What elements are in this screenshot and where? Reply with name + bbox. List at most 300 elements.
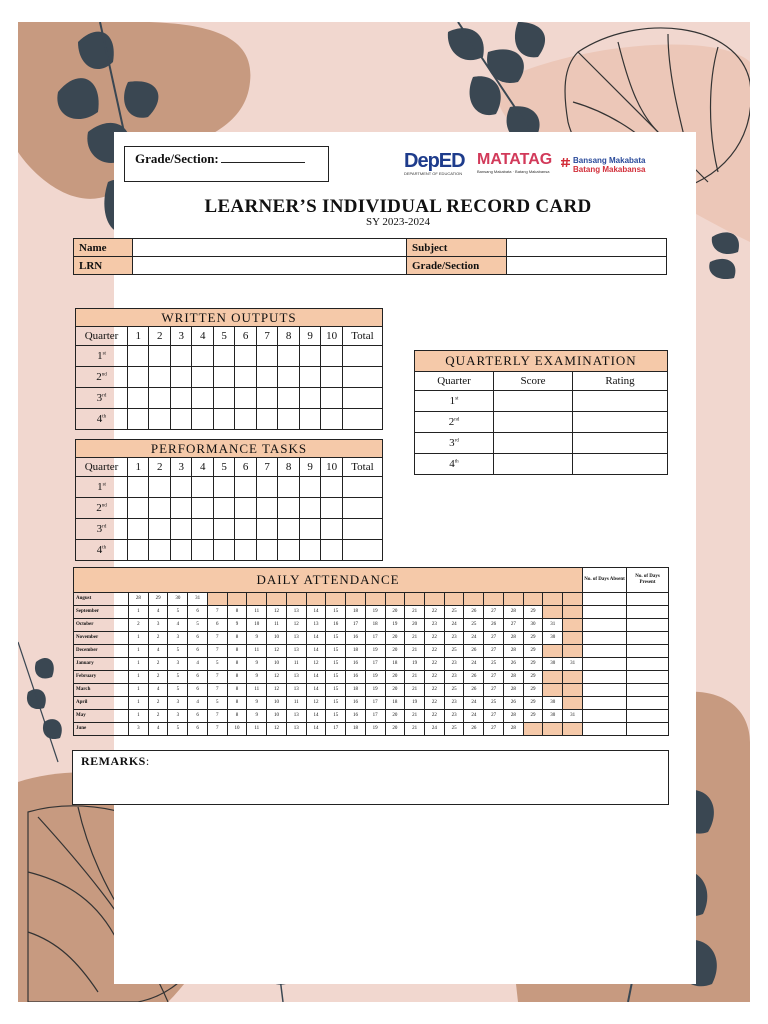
day-cell[interactable]: 19 [365, 671, 385, 684]
score-cell[interactable] [235, 519, 256, 540]
day-cell[interactable]: 2 [129, 619, 149, 632]
day-cell[interactable]: 17 [365, 710, 385, 723]
day-cell[interactable]: 27 [484, 710, 504, 723]
day-cell[interactable]: 23 [444, 671, 464, 684]
score-cell[interactable] [278, 346, 299, 367]
day-cell[interactable]: 9 [247, 632, 267, 645]
score-cell[interactable] [235, 498, 256, 519]
score-cell[interactable] [299, 409, 320, 430]
days-absent-cell[interactable] [583, 671, 627, 684]
days-absent-cell[interactable] [583, 684, 627, 697]
score-cell[interactable] [170, 346, 191, 367]
score-cell[interactable] [278, 498, 299, 519]
day-cell[interactable]: 12 [286, 619, 306, 632]
score-cell[interactable] [149, 409, 170, 430]
day-cell[interactable]: 8 [227, 671, 247, 684]
day-cell[interactable]: 8 [227, 632, 247, 645]
days-present-cell[interactable] [627, 606, 669, 619]
score-cell[interactable] [299, 367, 320, 388]
day-cell[interactable]: 20 [385, 723, 405, 736]
score-cell[interactable] [342, 498, 382, 519]
day-cell[interactable]: 2 [148, 710, 168, 723]
subject-field[interactable] [507, 239, 667, 257]
day-cell[interactable]: 27 [484, 632, 504, 645]
day-cell[interactable]: 11 [247, 606, 267, 619]
day-cell[interactable]: 22 [425, 697, 445, 710]
day-cell[interactable]: 13 [286, 671, 306, 684]
score-cell[interactable] [235, 409, 256, 430]
day-cell[interactable]: 14 [306, 632, 326, 645]
day-cell[interactable]: 8 [227, 606, 247, 619]
day-cell[interactable]: 14 [306, 723, 326, 736]
day-cell[interactable]: 2 [148, 658, 168, 671]
days-present-cell[interactable] [627, 671, 669, 684]
day-cell[interactable]: 4 [188, 658, 208, 671]
day-cell[interactable]: 9 [227, 619, 247, 632]
score-cell[interactable] [192, 540, 213, 561]
day-cell[interactable]: 16 [326, 619, 346, 632]
score-cell[interactable] [321, 346, 343, 367]
day-cell[interactable]: 26 [464, 606, 484, 619]
score-cell[interactable] [321, 367, 343, 388]
day-cell[interactable]: 30 [523, 619, 543, 632]
day-cell[interactable]: 25 [484, 697, 504, 710]
score-cell[interactable] [321, 477, 343, 498]
day-cell[interactable]: 4 [148, 645, 168, 658]
day-cell[interactable]: 21 [405, 710, 425, 723]
day-cell[interactable]: 3 [168, 697, 188, 710]
score-cell[interactable] [213, 498, 234, 519]
day-cell[interactable]: 7 [207, 606, 227, 619]
score-cell[interactable] [235, 388, 256, 409]
score-cell[interactable] [321, 388, 343, 409]
day-cell[interactable]: 5 [207, 697, 227, 710]
day-cell[interactable]: 21 [405, 671, 425, 684]
day-cell[interactable]: 17 [346, 619, 366, 632]
day-cell[interactable]: 11 [247, 723, 267, 736]
day-cell[interactable]: 10 [267, 697, 287, 710]
day-cell[interactable]: 29 [523, 684, 543, 697]
day-cell[interactable]: 15 [326, 632, 346, 645]
day-cell[interactable]: 31 [188, 593, 208, 606]
day-cell[interactable]: 25 [444, 723, 464, 736]
day-cell[interactable]: 15 [326, 710, 346, 723]
score-cell[interactable] [342, 388, 382, 409]
day-cell[interactable]: 12 [267, 671, 287, 684]
day-cell[interactable]: 29 [523, 671, 543, 684]
day-cell[interactable]: 26 [503, 658, 523, 671]
day-cell[interactable]: 13 [286, 684, 306, 697]
days-present-cell[interactable] [627, 658, 669, 671]
score-cell[interactable] [192, 409, 213, 430]
day-cell[interactable]: 20 [385, 710, 405, 723]
day-cell[interactable]: 27 [503, 619, 523, 632]
score-cell[interactable] [278, 477, 299, 498]
score-cell[interactable] [192, 519, 213, 540]
score-cell[interactable] [170, 519, 191, 540]
day-cell[interactable]: 18 [385, 697, 405, 710]
day-cell[interactable]: 20 [385, 632, 405, 645]
score-cell[interactable] [192, 367, 213, 388]
days-absent-cell[interactable] [583, 606, 627, 619]
day-cell[interactable]: 12 [267, 723, 287, 736]
day-cell[interactable]: 22 [425, 671, 445, 684]
day-cell[interactable]: 3 [168, 710, 188, 723]
day-cell[interactable]: 19 [365, 606, 385, 619]
day-cell[interactable]: 22 [425, 632, 445, 645]
score-cell[interactable] [278, 367, 299, 388]
day-cell[interactable]: 28 [503, 723, 523, 736]
score-cell[interactable] [299, 388, 320, 409]
score-cell[interactable] [256, 388, 277, 409]
day-cell[interactable]: 15 [326, 697, 346, 710]
day-cell[interactable]: 8 [227, 697, 247, 710]
days-present-cell[interactable] [627, 697, 669, 710]
day-cell[interactable]: 23 [425, 619, 445, 632]
score-cell[interactable] [128, 498, 149, 519]
day-cell[interactable]: 10 [227, 723, 247, 736]
day-cell[interactable]: 11 [247, 645, 267, 658]
day-cell[interactable]: 3 [168, 658, 188, 671]
days-absent-cell[interactable] [583, 632, 627, 645]
day-cell[interactable]: 3 [129, 723, 149, 736]
day-cell[interactable]: 31 [563, 658, 583, 671]
day-cell[interactable]: 25 [444, 645, 464, 658]
day-cell[interactable]: 29 [523, 697, 543, 710]
day-cell[interactable]: 16 [346, 671, 366, 684]
day-cell[interactable]: 12 [267, 606, 287, 619]
day-cell[interactable]: 13 [286, 606, 306, 619]
score-cell[interactable] [235, 477, 256, 498]
day-cell[interactable]: 13 [286, 723, 306, 736]
day-cell[interactable]: 30 [543, 658, 563, 671]
day-cell[interactable]: 15 [326, 671, 346, 684]
day-cell[interactable]: 19 [365, 723, 385, 736]
score-cell[interactable] [299, 498, 320, 519]
day-cell[interactable]: 4 [148, 606, 168, 619]
day-cell[interactable]: 7 [207, 684, 227, 697]
days-absent-cell[interactable] [583, 658, 627, 671]
day-cell[interactable]: 25 [464, 619, 484, 632]
day-cell[interactable]: 17 [365, 697, 385, 710]
score-cell[interactable] [494, 433, 573, 454]
score-cell[interactable] [321, 519, 343, 540]
day-cell[interactable]: 29 [523, 606, 543, 619]
days-absent-cell[interactable] [583, 697, 627, 710]
day-cell[interactable]: 15 [326, 645, 346, 658]
score-cell[interactable] [213, 346, 234, 367]
day-cell[interactable]: 9 [247, 697, 267, 710]
day-cell[interactable]: 5 [168, 645, 188, 658]
day-cell[interactable]: 23 [444, 632, 464, 645]
day-cell[interactable]: 4 [148, 723, 168, 736]
day-cell[interactable]: 26 [464, 684, 484, 697]
day-cell[interactable]: 20 [385, 671, 405, 684]
day-cell[interactable]: 11 [286, 658, 306, 671]
day-cell[interactable]: 28 [503, 606, 523, 619]
score-cell[interactable] [128, 409, 149, 430]
day-cell[interactable]: 28 [503, 684, 523, 697]
name-field[interactable] [133, 239, 407, 257]
day-cell[interactable]: 4 [188, 697, 208, 710]
day-cell[interactable]: 6 [188, 645, 208, 658]
day-cell[interactable]: 21 [405, 684, 425, 697]
day-cell[interactable]: 30 [543, 632, 563, 645]
day-cell[interactable]: 9 [247, 658, 267, 671]
days-present-cell[interactable] [627, 619, 669, 632]
day-cell[interactable]: 29 [523, 710, 543, 723]
day-cell[interactable]: 6 [188, 710, 208, 723]
day-cell[interactable]: 27 [484, 723, 504, 736]
score-cell[interactable] [149, 540, 170, 561]
score-cell[interactable] [128, 346, 149, 367]
day-cell[interactable]: 15 [326, 606, 346, 619]
day-cell[interactable]: 7 [207, 645, 227, 658]
score-cell[interactable] [128, 477, 149, 498]
day-cell[interactable]: 23 [444, 697, 464, 710]
score-cell[interactable] [235, 540, 256, 561]
day-cell[interactable]: 21 [405, 723, 425, 736]
day-cell[interactable]: 1 [129, 658, 149, 671]
score-cell[interactable] [278, 519, 299, 540]
day-cell[interactable]: 28 [503, 710, 523, 723]
day-cell[interactable]: 26 [464, 723, 484, 736]
day-cell[interactable]: 11 [286, 697, 306, 710]
score-cell[interactable] [342, 540, 382, 561]
day-cell[interactable]: 14 [306, 710, 326, 723]
day-cell[interactable]: 18 [385, 658, 405, 671]
day-cell[interactable]: 5 [207, 658, 227, 671]
day-cell[interactable]: 27 [484, 645, 504, 658]
score-cell[interactable] [192, 388, 213, 409]
score-cell[interactable] [321, 540, 343, 561]
day-cell[interactable]: 28 [503, 671, 523, 684]
day-cell[interactable]: 22 [425, 658, 445, 671]
day-cell[interactable]: 24 [464, 658, 484, 671]
score-cell[interactable] [256, 477, 277, 498]
score-cell[interactable] [256, 346, 277, 367]
days-absent-cell[interactable] [583, 645, 627, 658]
day-cell[interactable]: 10 [267, 632, 287, 645]
day-cell[interactable]: 5 [168, 684, 188, 697]
day-cell[interactable]: 18 [346, 606, 366, 619]
day-cell[interactable]: 23 [444, 658, 464, 671]
day-cell[interactable]: 20 [385, 606, 405, 619]
score-cell[interactable] [213, 540, 234, 561]
score-cell[interactable] [573, 391, 668, 412]
score-cell[interactable] [256, 519, 277, 540]
day-cell[interactable]: 12 [306, 658, 326, 671]
day-cell[interactable]: 5 [168, 671, 188, 684]
day-cell[interactable]: 23 [444, 710, 464, 723]
score-cell[interactable] [170, 388, 191, 409]
day-cell[interactable]: 14 [306, 684, 326, 697]
day-cell[interactable]: 17 [326, 723, 346, 736]
score-cell[interactable] [149, 388, 170, 409]
day-cell[interactable]: 27 [484, 606, 504, 619]
score-cell[interactable] [149, 498, 170, 519]
day-cell[interactable]: 19 [405, 658, 425, 671]
day-cell[interactable]: 13 [286, 632, 306, 645]
day-cell[interactable]: 6 [188, 684, 208, 697]
day-cell[interactable]: 19 [365, 645, 385, 658]
day-cell[interactable]: 4 [148, 684, 168, 697]
day-cell[interactable]: 29 [148, 593, 168, 606]
score-cell[interactable] [494, 391, 573, 412]
day-cell[interactable]: 8 [227, 710, 247, 723]
score-cell[interactable] [192, 346, 213, 367]
score-cell[interactable] [170, 498, 191, 519]
day-cell[interactable]: 5 [168, 723, 188, 736]
score-cell[interactable] [149, 519, 170, 540]
day-cell[interactable]: 28 [129, 593, 149, 606]
day-cell[interactable]: 26 [503, 697, 523, 710]
score-cell[interactable] [128, 519, 149, 540]
day-cell[interactable]: 13 [286, 710, 306, 723]
days-present-cell[interactable] [627, 723, 669, 736]
day-cell[interactable]: 12 [267, 645, 287, 658]
day-cell[interactable]: 10 [247, 619, 267, 632]
day-cell[interactable]: 27 [484, 684, 504, 697]
score-cell[interactable] [299, 540, 320, 561]
score-cell[interactable] [256, 498, 277, 519]
day-cell[interactable]: 1 [129, 606, 149, 619]
day-cell[interactable]: 11 [247, 684, 267, 697]
day-cell[interactable]: 22 [425, 645, 445, 658]
score-cell[interactable] [278, 388, 299, 409]
day-cell[interactable]: 29 [523, 632, 543, 645]
day-cell[interactable]: 5 [168, 606, 188, 619]
day-cell[interactable]: 8 [227, 645, 247, 658]
day-cell[interactable]: 25 [444, 684, 464, 697]
score-cell[interactable] [149, 477, 170, 498]
day-cell[interactable]: 22 [425, 684, 445, 697]
day-cell[interactable]: 12 [306, 697, 326, 710]
score-cell[interactable] [299, 519, 320, 540]
score-cell[interactable] [213, 388, 234, 409]
day-cell[interactable]: 9 [247, 671, 267, 684]
score-cell[interactable] [149, 346, 170, 367]
score-cell[interactable] [342, 409, 382, 430]
day-cell[interactable]: 30 [543, 697, 563, 710]
day-cell[interactable]: 20 [405, 619, 425, 632]
day-cell[interactable]: 20 [385, 684, 405, 697]
day-cell[interactable]: 15 [326, 684, 346, 697]
day-cell[interactable]: 1 [129, 697, 149, 710]
score-cell[interactable] [278, 540, 299, 561]
day-cell[interactable]: 18 [346, 723, 366, 736]
day-cell[interactable]: 1 [129, 671, 149, 684]
score-cell[interactable] [213, 409, 234, 430]
day-cell[interactable]: 4 [168, 619, 188, 632]
day-cell[interactable]: 2 [148, 671, 168, 684]
score-cell[interactable] [299, 477, 320, 498]
score-cell[interactable] [342, 519, 382, 540]
score-cell[interactable] [170, 409, 191, 430]
day-cell[interactable]: 7 [207, 710, 227, 723]
day-cell[interactable]: 19 [385, 619, 405, 632]
days-absent-cell[interactable] [583, 619, 627, 632]
day-cell[interactable]: 25 [484, 658, 504, 671]
day-cell[interactable]: 26 [464, 645, 484, 658]
day-cell[interactable]: 18 [346, 684, 366, 697]
day-cell[interactable]: 14 [306, 671, 326, 684]
score-cell[interactable] [256, 367, 277, 388]
day-cell[interactable]: 1 [129, 710, 149, 723]
day-cell[interactable]: 26 [464, 671, 484, 684]
day-cell[interactable]: 25 [444, 606, 464, 619]
day-cell[interactable]: 10 [267, 710, 287, 723]
day-cell[interactable]: 3 [148, 619, 168, 632]
day-cell[interactable]: 7 [207, 632, 227, 645]
day-cell[interactable]: 22 [425, 710, 445, 723]
day-cell[interactable]: 17 [365, 658, 385, 671]
score-cell[interactable] [235, 346, 256, 367]
day-cell[interactable]: 31 [543, 619, 563, 632]
day-cell[interactable]: 24 [444, 619, 464, 632]
score-cell[interactable] [213, 477, 234, 498]
day-cell[interactable]: 29 [523, 658, 543, 671]
score-cell[interactable] [128, 367, 149, 388]
day-cell[interactable]: 24 [464, 697, 484, 710]
day-cell[interactable]: 1 [129, 645, 149, 658]
grade-section-line[interactable] [221, 162, 305, 163]
day-cell[interactable]: 22 [425, 606, 445, 619]
score-cell[interactable] [342, 346, 382, 367]
day-cell[interactable]: 16 [346, 658, 366, 671]
days-absent-cell[interactable] [583, 593, 627, 606]
score-cell[interactable] [321, 409, 343, 430]
day-cell[interactable]: 7 [207, 723, 227, 736]
day-cell[interactable]: 27 [484, 671, 504, 684]
day-cell[interactable]: 21 [405, 606, 425, 619]
day-cell[interactable]: 16 [346, 710, 366, 723]
day-cell[interactable]: 17 [365, 632, 385, 645]
lrn-field[interactable] [133, 257, 407, 275]
day-cell[interactable]: 5 [188, 619, 208, 632]
score-cell[interactable] [321, 498, 343, 519]
score-cell[interactable] [213, 367, 234, 388]
days-present-cell[interactable] [627, 593, 669, 606]
score-cell[interactable] [299, 346, 320, 367]
day-cell[interactable]: 28 [503, 632, 523, 645]
score-cell[interactable] [149, 367, 170, 388]
day-cell[interactable]: 19 [405, 697, 425, 710]
day-cell[interactable]: 13 [286, 645, 306, 658]
remarks-box[interactable]: REMARKS: [72, 750, 669, 805]
score-cell[interactable] [170, 540, 191, 561]
score-cell[interactable] [256, 540, 277, 561]
score-cell[interactable] [192, 498, 213, 519]
day-cell[interactable]: 14 [306, 645, 326, 658]
day-cell[interactable]: 2 [148, 632, 168, 645]
day-cell[interactable]: 18 [346, 645, 366, 658]
score-cell[interactable] [256, 409, 277, 430]
day-cell[interactable]: 18 [365, 619, 385, 632]
day-cell[interactable]: 14 [306, 606, 326, 619]
score-cell[interactable] [192, 477, 213, 498]
score-cell[interactable] [170, 367, 191, 388]
day-cell[interactable]: 1 [129, 684, 149, 697]
day-cell[interactable]: 31 [563, 710, 583, 723]
day-cell[interactable]: 3 [168, 632, 188, 645]
day-cell[interactable]: 30 [168, 593, 188, 606]
score-cell[interactable] [170, 477, 191, 498]
day-cell[interactable]: 28 [503, 645, 523, 658]
day-cell[interactable]: 7 [207, 671, 227, 684]
score-cell[interactable] [494, 412, 573, 433]
score-cell[interactable] [128, 540, 149, 561]
